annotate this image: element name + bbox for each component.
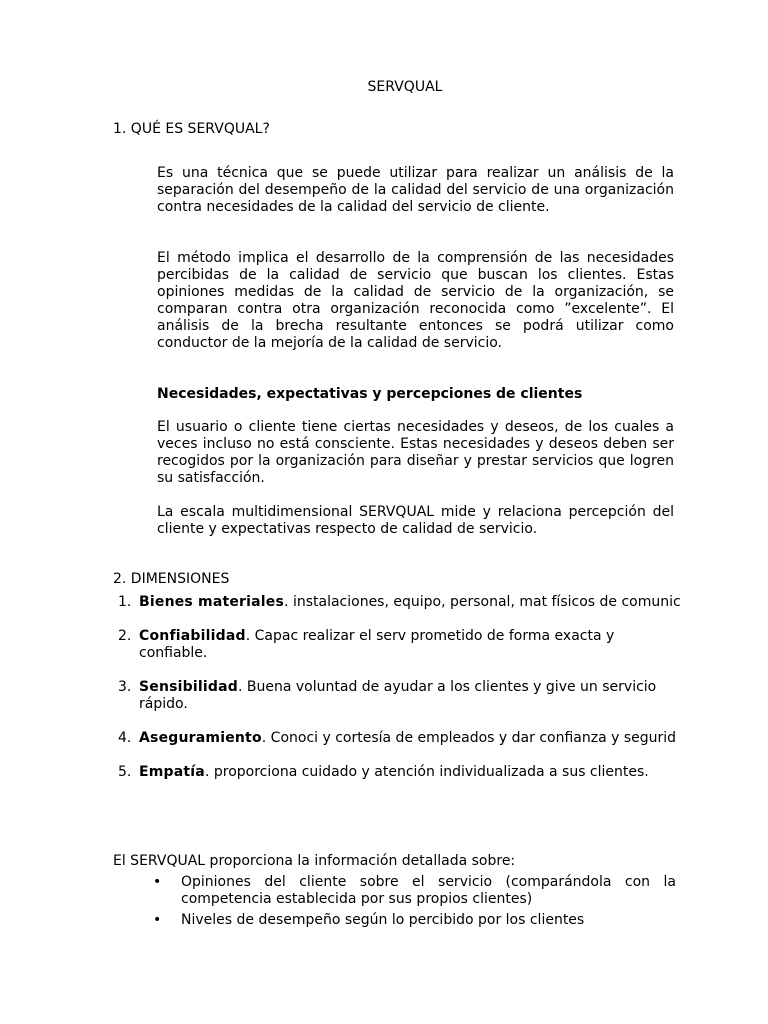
dimension-item [113, 679, 683, 713]
list-number: 1. [118, 594, 132, 610]
list-number: 3. [118, 679, 132, 695]
paragraph-scale: La escala multidimensional SERVQUAL mide y relaciona percepción del cliente y expectativas respecto de calidad de servicio. [157, 504, 674, 537]
dimension-item [113, 730, 683, 747]
dimension-term: Sensibilidad [139, 679, 238, 695]
document-title: SERVQUAL [367, 79, 443, 95]
dimension-description: . Conoci y cortesía de empleados y dar confianza y segurid [261, 730, 677, 746]
closing-intro: El SERVQUAL proporciona la información detallada sobre: [113, 853, 516, 869]
bullet-icon: • [153, 912, 162, 928]
section-heading-1: 1. QUÉ ES SERVQUAL? [113, 121, 270, 137]
paragraph-definition: Es una técnica que se puede utilizar para realizar un análisis de la separación del desempeño de la calidad del servicio de una organización contra necesidades de la calidad del servicio de cliente. [157, 165, 674, 215]
paragraph-user-needs: El usuario o cliente tiene ciertas necesidades y deseos, de los cuales a veces incluso no está consciente. Estas necesidades y deseos deben ser recogidos por la organización para diseñar y prestar servicios que logren su satisfacción. [157, 419, 674, 486]
dimension-item [113, 764, 683, 781]
bullet-text: Niveles de desempeño según lo percibido por los clientes [181, 912, 585, 928]
dimension-item [113, 594, 683, 611]
bullet-item [150, 912, 676, 929]
dimension-item [113, 628, 683, 662]
list-number: 4. [118, 730, 132, 746]
bullet-item [150, 874, 676, 908]
dimension-term: Aseguramiento [139, 730, 262, 746]
dimension-description: . proporciona cuidado y atención individualizada a sus clientes. [204, 764, 649, 780]
bullet-icon: • [153, 874, 162, 890]
section-heading-2: 2. DIMENSIONES [113, 571, 230, 587]
dimensions-list [113, 594, 683, 798]
subheading-needs: Necesidades, expectativas y percepciones de clientes [157, 386, 583, 402]
dimension-term: Bienes materiales [139, 594, 285, 610]
list-number: 2. [118, 628, 132, 644]
bullet-text: Opiniones del cliente sobre el servicio (comparándola con la competencia establecida por sus propios clientes) [181, 874, 676, 907]
dimension-term: Confiabilidad [139, 628, 246, 644]
list-number: 5. [118, 764, 132, 780]
closing-bullet-list [150, 874, 676, 933]
dimension-description: . Buena voluntad de ayudar a los clientes y give un servicio rápido. [139, 679, 657, 712]
dimension-description: . Capac realizar el serv prometido de forma exacta y confiable. [139, 628, 615, 661]
paragraph-method: El método implica el desarrollo de la comprensión de las necesidades percibidas de la calidad de servicio que buscan los clientes. Estas opiniones medidas de la calidad de servicio de la organización, se comparan contra otra organización reconocida como ”excelente”. El análisis de la brecha resultante entonces se podrá utilizar como conductor de la mejoría de la calidad de servicio. [157, 250, 674, 351]
dimension-term: Empatía [139, 764, 205, 780]
dimension-description: . instalaciones, equipo, personal, mat físicos de comunic [284, 594, 681, 610]
